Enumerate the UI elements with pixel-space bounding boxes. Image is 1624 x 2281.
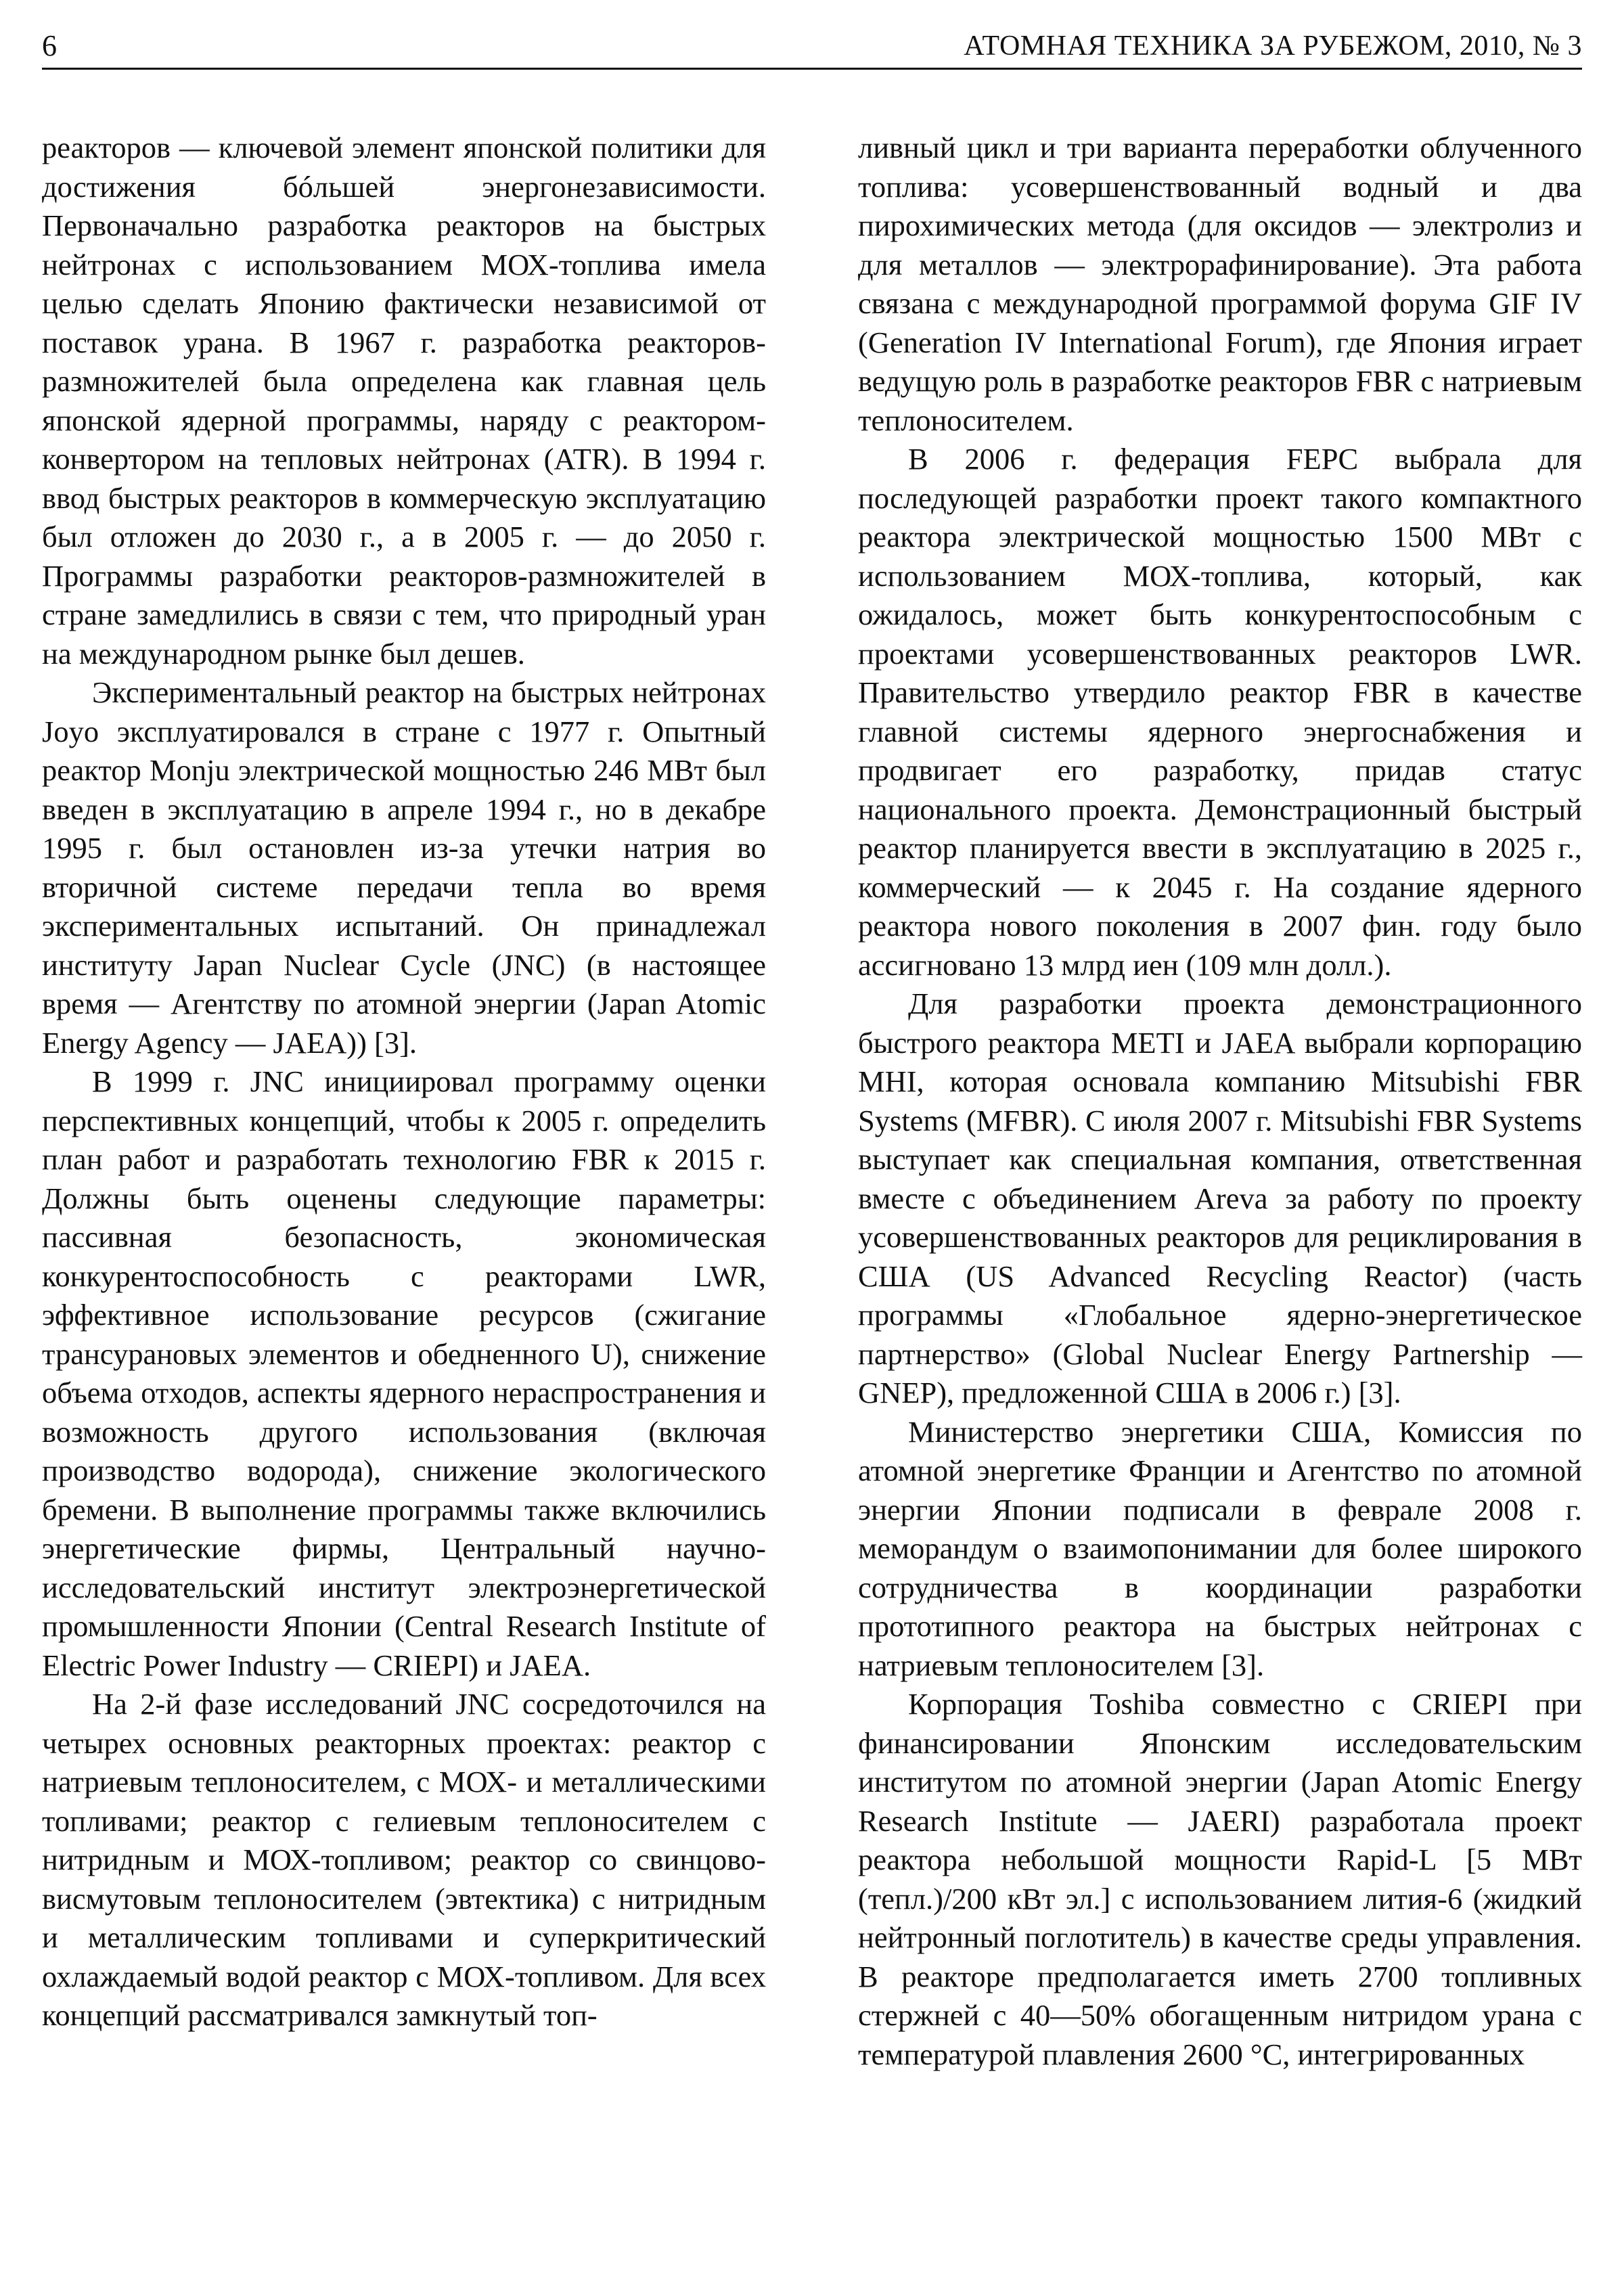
page-header: [42, 26, 1582, 70]
paragraph: реакторов — ключевой элемент японской политики для достижения бóльшей энергонезависимости. Первоначально разработка реакторов на быстрых нейтронах с использованием МОХ-топлива имела целью сделать Японию фактически независимой от поставок урана. В 1967 г. разработка реакторов-размножителей была определена как главная цель японской ядерной программы, наряду с реактором-конвертором на тепловых нейтронах (АТR). В 1994 г. ввод быстрых реакторов в коммерческую эксплуатацию был отложен до 2030 г., а в 2005 г. — до 2050 г. Программы разработки реакторов-размножителей в стране замедлились в связи с тем, что природный уран на международном рынке был дешев.: [42, 131, 766, 671]
paragraph: Экспериментальный реактор на быстрых нейтронах Joyo эксплуатировался в стране с 1977 г. Опытный реактор Monju электрической мощностью 246 МВт был введен в эксплуатацию в апреле 1994 г., но в декабре 1995 г. был остановлен из-за утечки натрия во вторичной системе передачи тепла во время экспериментальных испытаний. Он принадлежал институту Japan Nuclear Cycle (JNC) (в настоящее время — Агентству по атомной энергии (Japan Atomic Energy Agency — JAEA)) [3].: [42, 675, 766, 1060]
journal-title: АТОМНАЯ ТЕХНИКА ЗА РУБЕЖОМ, 2010, № 3: [964, 30, 1582, 62]
paragraph: ливный цикл и три варианта переработки облученного топлива: усовершенствованный водный и два пирохимических метода (для оксидов — электролиз и для металлов — электрорафинирование). Эта работа связана с международной программой форума GIF IV (Generation IV International Forum), где Япония играет ведущую роль в разработке реакторов FBR с натриевым теплоносителем.: [858, 131, 1582, 437]
paragraph: В 1999 г. JNC инициировал программу оценки перспективных концепций, чтобы к 2005 г. определить план работ и разработать технологию FBR к 2015 г. Должны быть оценены следующие параметры: пассивная безопасность, экономическая конкурентоспособность с реакторами LWR, эффективное использование ресурсов (сжигание трансурановых элементов и обедненного U), снижение объема отходов, аспекты ядерного нераспространения и возможность другого использования (включая производство водорода), снижение экологического бремени. В выполнение программы также включились энергетические фирмы, Центральный научно-исследовательский институт электроэнергетической промышленности Японии (Central Research Institute of Electric Power Industry — CRIEPI) и JAEA.: [42, 1064, 766, 1682]
right-column: [858, 129, 1582, 2074]
page-number: 6: [42, 29, 57, 62]
paragraph: В 2006 г. федерация FEPC выбрала для последующей разработки проект такого компактного реактора электрической мощностью 1500 МВт с использованием МОХ-топлива, который, как ожидалось, может быть конкурентоспособным с проектами усовершенствованных реакторов LWR. Правительство утвердило реактор FBR в качестве главной системы ядерного энергоснабжения и продвигает его разработку, придав статус национального проекта. Демонстрационный быстрый реактор планируется ввести в эксплуатацию в 2025 г., коммерческий — к 2045 г. На создание ядерного реактора нового поколения в 2007 фин. году было ассигновано 13 млрд иен (109 млн долл.).: [858, 442, 1582, 982]
paragraph: Министерство энергетики США, Комиссия по атомной энергетике Франции и Агентство по атомной энергии Японии подписали в феврале 2008 г. меморандум о взаимопонимании для более широкого сотрудничества в координации разработки прототипного реактора на быстрых нейтронах с натриевым теплоносителем [3].: [858, 1414, 1582, 1682]
paragraph: Для разработки проекта демонстрационного быстрого реактора METI и JAEA выбрали корпорацию MHI, которая основала компанию Mitsubishi FBR Systems (MFBR). С июля 2007 г. Mitsubishi FBR Systems выступает как специальная компания, ответственная вместе с объединением Areva за работу по проекту усовершенствованных реакторов для рециклирования в США (US Advanced Recycling Reactor) (часть программы «Глобальное ядерно-энергетическое партнерство» (Global Nuclear Energy Partnership — GNEP), предложенной США в 2006 г.) [3].: [858, 987, 1582, 1409]
paragraph: На 2-й фазе исследований JNC сосредоточился на четырех основных реакторных проектах: реактор с натриевым теплоносителем, с МОХ- и металлическими топливами; реактор с гелиевым теплоносителем с нитридным и МОХ-топливом; реактор со свинцово-висмутовым теплоносителем (эвтектика) с нитридным и металлическим топливами и суперкритический охлаждаемый водой реактор с МОХ-топливом. Для всех концепций рассматривался замкнутый топ-: [42, 1687, 766, 2032]
left-column: [42, 129, 766, 2035]
paragraph: Корпорация Toshiba совместно с CRIEPI при финансировании Японским исследовательским институтом по атомной энергии (Japan Atomic Energy Research Institute — JAERI) разработала проект реактора небольшой мощности Rapid-L [5 МВт (тепл.)/200 кВт эл.] с использованием лития-6 (жидкий нейтронный поглотитель) в качестве среды управления. В реакторе предполагается иметь 2700 топливных стержней с 40—50% обогащенным нитридом урана с температурой плавления 2600 °С, интегрированных: [858, 1687, 1582, 2071]
